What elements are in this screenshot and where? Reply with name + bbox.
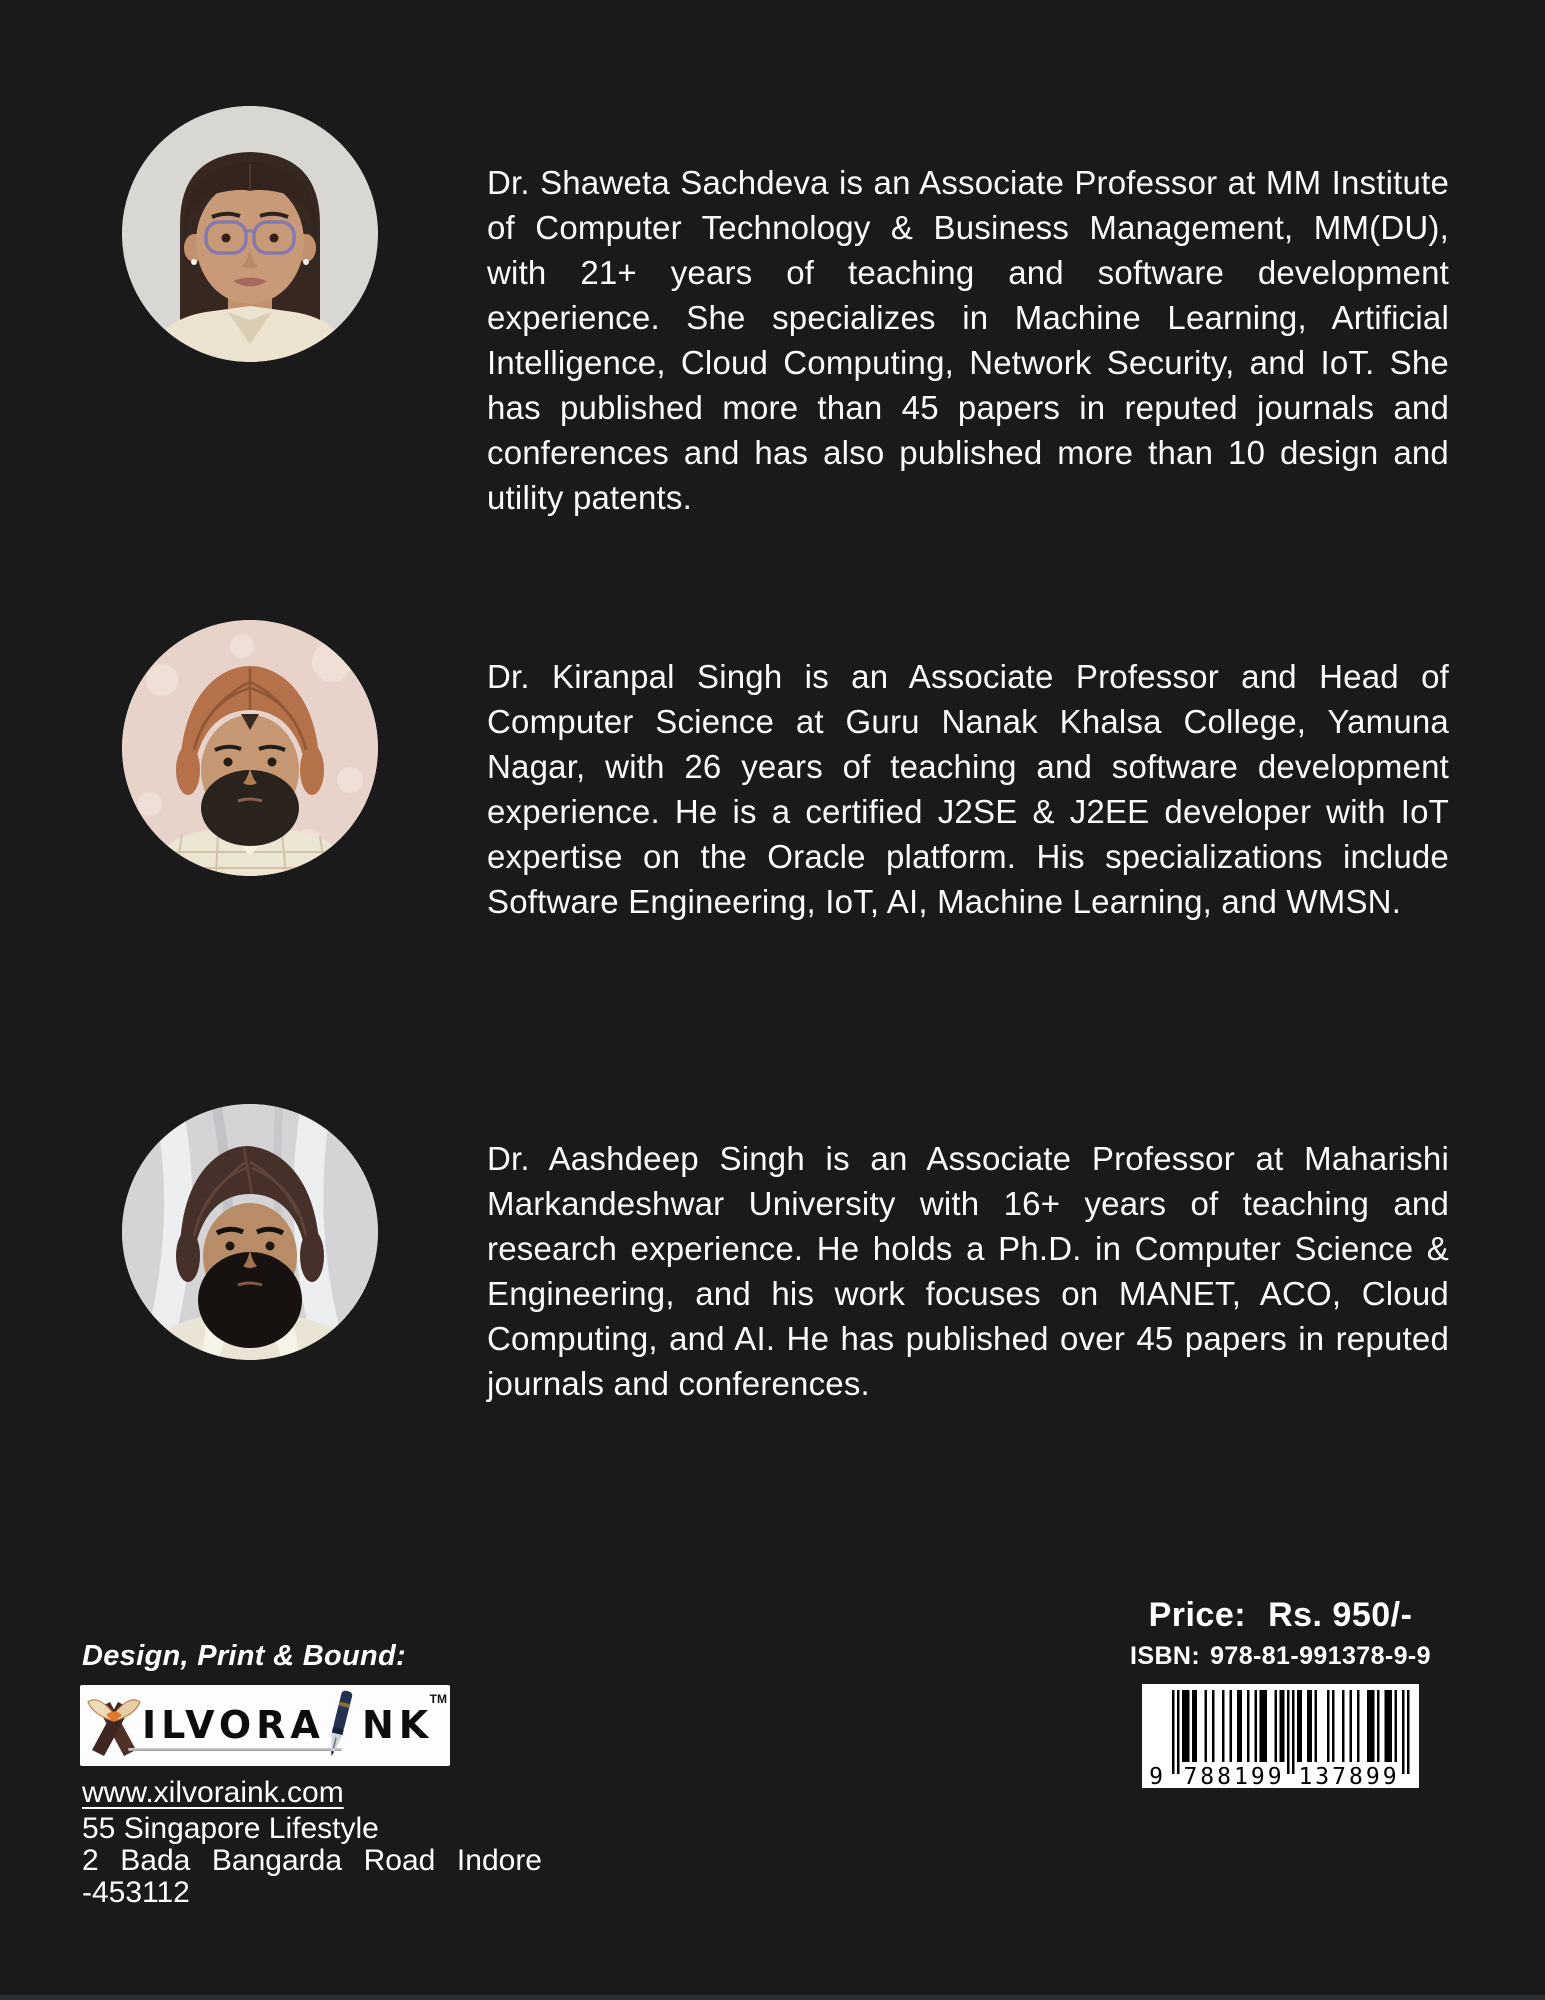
isbn-value: 978-81-991378-9-9	[1210, 1642, 1431, 1670]
address-line-3: -453112	[82, 1876, 190, 1909]
website-link[interactable]: www.xilvoraink.com	[82, 1776, 344, 1809]
price-line	[1093, 1596, 1468, 1635]
svg-text:137899: 137899	[1298, 1764, 1400, 1788]
svg-text:9: 9	[1149, 1764, 1163, 1788]
address-line-1: 55 Singapore Lifestyle	[82, 1812, 379, 1845]
author-photo-2	[122, 620, 378, 876]
publisher-heading: Design, Print & Bound:	[82, 1640, 406, 1672]
isbn-barcode	[1142, 1684, 1419, 1788]
isbn-line	[1093, 1642, 1468, 1671]
bearded-man-portrait-illustration	[122, 1104, 378, 1360]
pen-icon	[314, 1686, 364, 1762]
author-bio-1: Dr. Shaweta Sachdeva is an Associate Professor at MM Institute of Computer Technology & Business Management, MM(DU), with 21+ years of teaching and software development experience. She specializes in Machine Learning, Artificial Intelligence, Cloud Computing, Network Security, and IoT. She has published more than 45 papers in reputed journals and conferences and has also published more than 10 design and utility patents.	[487, 164, 1449, 516]
author-bio-2: Dr. Kiranpal Singh is an Associate Professor and Head of Computer Science at Guru Nanak Khalsa College, Yamuna Nagar, with 26 years of teaching and software development experience. He is a certified J2SE & J2EE developer with IoT expertise on the Oracle platform. His specializations include Software Engineering, IoT, AI, Machine Learning, and WMSN.	[487, 658, 1449, 920]
book-x-icon	[86, 1692, 142, 1756]
price-label: Price:	[1148, 1596, 1247, 1634]
woman-portrait-illustration	[122, 106, 378, 362]
author-bio-3: Dr. Aashdeep Singh is an Associate Professor at Maharishi Markandeshwar University with 16+ years of teaching and research experience. He holds a Ph.D. in Computer Science & Engineering, and his work focuses on MANET, ACO, Cloud Computing, and AI. He has published over 45 papers in reputed journals and conferences.	[487, 1140, 1449, 1402]
pricing-block	[1093, 1596, 1468, 1788]
author-photo-3	[122, 1104, 378, 1360]
brand-text-ilvora: ILVORA	[142, 1703, 325, 1747]
address-line-2: 2 Bada Bangarda Road Indore	[82, 1844, 542, 1877]
xilvora-ink-logo	[80, 1685, 450, 1766]
trademark-symbol: TM	[429, 1692, 447, 1706]
brand-text-nk: NK	[362, 1703, 434, 1747]
isbn-label: ISBN:	[1130, 1642, 1201, 1670]
bottom-strip	[0, 1995, 1545, 2000]
turbaned-man-portrait-illustration	[122, 620, 378, 876]
author-photo-1	[122, 106, 378, 362]
price-value: Rs. 950/-	[1268, 1596, 1413, 1634]
svg-text:788199: 788199	[1183, 1764, 1285, 1788]
pen-stroke-line	[128, 1748, 342, 1751]
